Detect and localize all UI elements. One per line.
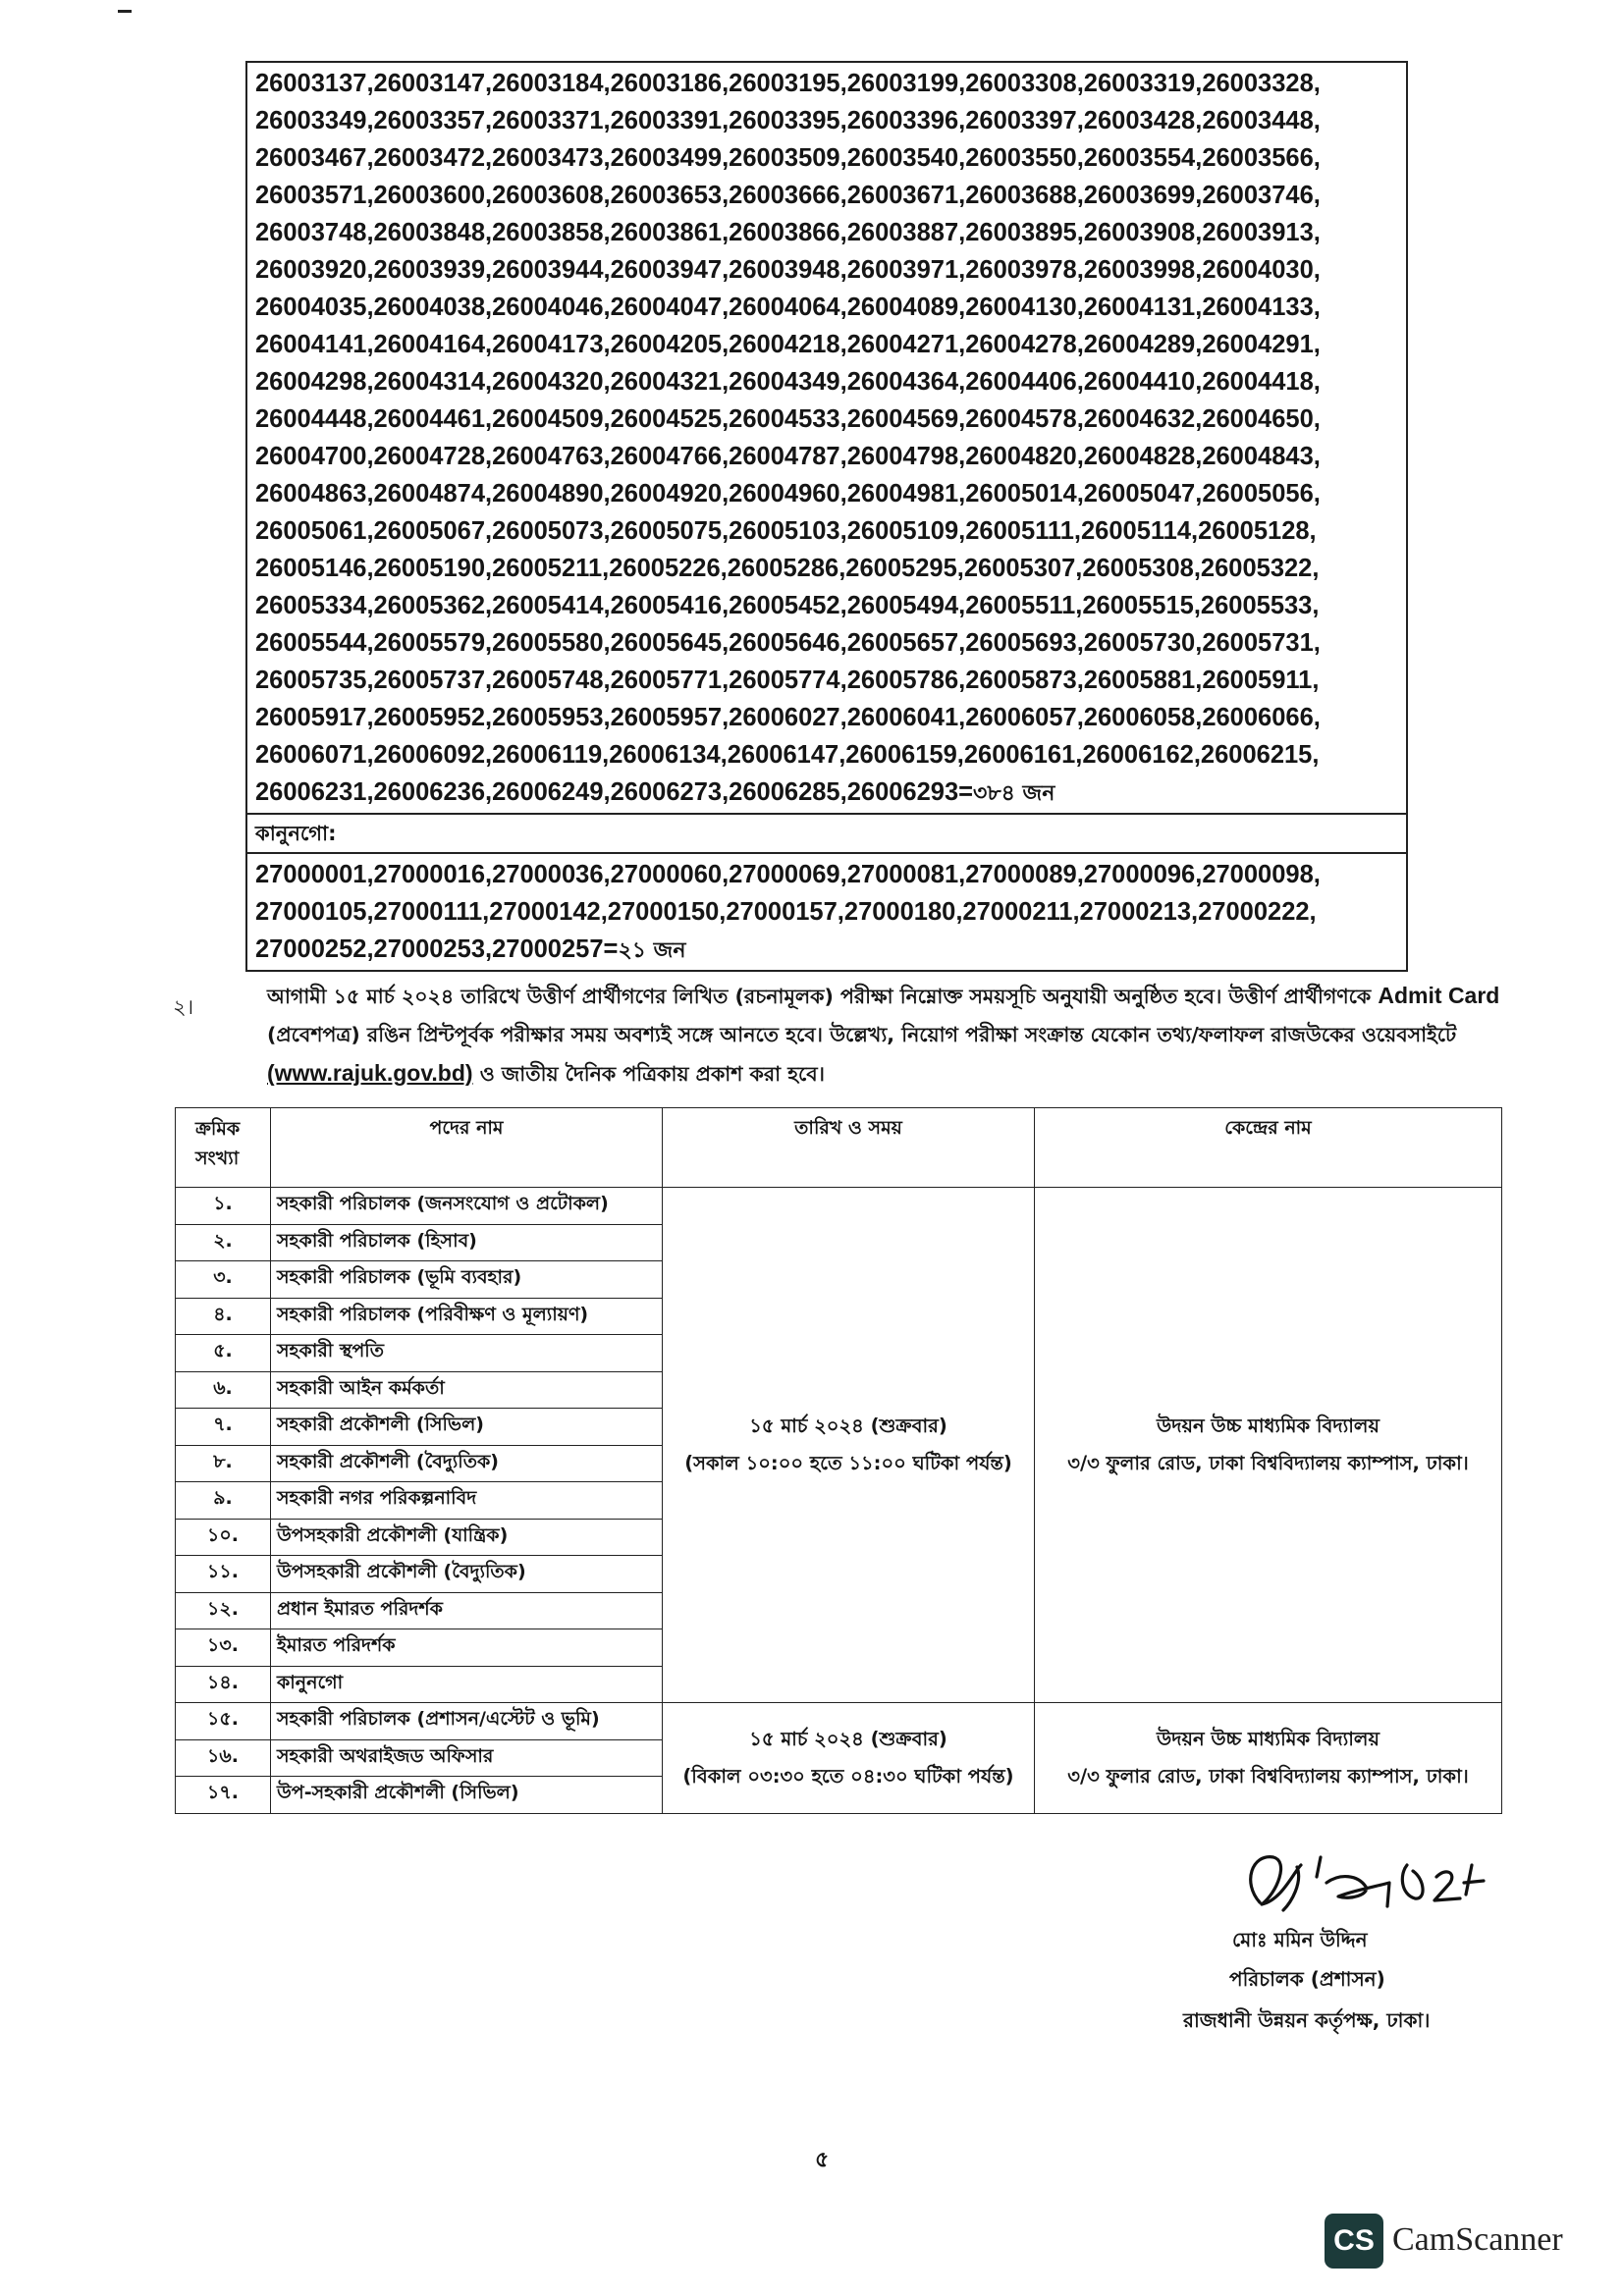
roll-block-2 — [247, 854, 1406, 970]
serial-cell: ১৪. — [176, 1666, 271, 1703]
table-row — [176, 1703, 1502, 1740]
paragraph-line-2: (প্রবেশপত্র) রঙিন প্রিন্টপূর্বক পরীক্ষার সময় অবশ্যই সঙ্গে আনতে হবে। উল্লেখ্য, নিয়োগ পরীক্ষা সংক্রান্ত যেকোন তথ্য/ফলাফল রাজউকের ওয়েবসাইটে — [267, 1023, 1457, 1046]
roll-block-1-line: 26003920,26003939,26003944,26003947,26003948,26003971,26003978,26003998,26004030, — [255, 256, 1321, 284]
post-name-cell: সহকারী পরিচালক (ভূমি ব্যবহার) — [271, 1261, 663, 1299]
date-time-cell-group1 — [663, 1188, 1035, 1703]
post-name-cell: সহকারী অথরাইজড অফিসার — [271, 1739, 663, 1777]
serial-cell: ১৫. — [176, 1703, 271, 1740]
roll-block-1-line: 26003467,26003472,26003473,26003499,26003509,26003540,26003550,26003554,26003566, — [255, 144, 1321, 172]
paragraph-line-1-text: আগামী ১৫ মার্চ ২০২৪ তারিখে উত্তীর্ণ প্রার্থীগণের লিখিত (রচনামূলক) পরীক্ষা নিম্নোক্ত সময়সূচি অনুযায়ী অনুষ্ঠিত হবে। উত্তীর্ণ প্রার্থীগণকে — [267, 985, 1372, 1008]
schedule-body — [176, 1188, 1502, 1814]
serial-cell: ৫. — [176, 1335, 271, 1372]
serial-cell: ১৩. — [176, 1629, 271, 1667]
post-name-cell: সহকারী পরিচালক (পরিবীক্ষণ ও মূল্যায়ণ) — [271, 1298, 663, 1335]
exam-schedule-table — [175, 1107, 1502, 1814]
center-name: উদয়ন উচ্চ মাধ্যমিক বিদ্যালয় — [1157, 1415, 1380, 1437]
post-name-cell: সহকারী পরিচালক (প্রশাসন/এস্টেট ও ভূমি) — [271, 1703, 663, 1740]
roll-block-1-line: 26005146,26005190,26005211,26005226,26005286,26005295,26005307,26005308,26005322, — [255, 555, 1320, 582]
post-name-cell: প্রধান ইমারত পরিদর্শক — [271, 1592, 663, 1629]
post-name-cell: সহকারী প্রকৌশলী (সিভিল) — [271, 1409, 663, 1446]
header-date-time: তারিখ ও সময় — [663, 1108, 1035, 1188]
signatory-organization: রাজধানী উন্নয়ন কর্তৃপক্ষ, ঢাকা। — [1183, 2008, 1431, 2032]
exam-time: (সকাল ১০:০০ হতে ১১:০০ ঘটিকা পর্যন্ত) — [684, 1452, 1012, 1474]
center-cell-group1 — [1035, 1188, 1502, 1703]
roll-block-1-line: 26003349,26003357,26003371,26003391,26003395,26003396,26003397,26003428,26003448, — [255, 107, 1321, 134]
post-name-cell: কানুনগো — [271, 1666, 663, 1703]
roll-block-1-line: 26003137,26003147,26003184,26003186,26003195,26003199,26003308,26003319,26003328, — [255, 70, 1321, 97]
post-name-cell: উপসহকারী প্রকৌশলী (বৈদ্যুতিক) — [271, 1556, 663, 1593]
roll-block-1-line: 26003571,26003600,26003608,26003653,26003666,26003671,26003688,26003699,26003746, — [255, 182, 1321, 209]
date-time-cell-group2 — [663, 1703, 1035, 1814]
serial-cell: ২. — [176, 1224, 271, 1261]
post-name-cell: উপ-সহকারী প্রকৌশলী (সিভিল) — [271, 1777, 663, 1814]
roll-block-2-last-line — [255, 931, 1398, 970]
serial-cell: ৭. — [176, 1409, 271, 1446]
post-name-cell: সহকারী নগর পরিকল্পনাবিদ — [271, 1482, 663, 1520]
paragraph-line-3-text: ও জাতীয় দৈনিক পত্রিকায় প্রকাশ করা হবে। — [479, 1062, 825, 1086]
serial-cell: ১. — [176, 1188, 271, 1225]
header-post: পদের নাম — [271, 1108, 663, 1188]
serial-cell: ৯. — [176, 1482, 271, 1520]
serial-cell: ১৭. — [176, 1777, 271, 1814]
serial-cell: ৩. — [176, 1261, 271, 1299]
page-number: ৫ — [815, 2148, 830, 2172]
top-corner-mark — [118, 0, 132, 13]
post-name-cell: সহকারী স্থপতি — [271, 1335, 663, 1372]
header-serial-line2: সংখ্যা — [195, 1148, 240, 1169]
roll-block-2-total: ২১ জন — [618, 938, 686, 963]
table-row — [176, 1188, 1502, 1225]
roll-block-2-line: 27000001,27000016,27000036,27000060,27000069,27000081,27000089,27000096,27000098, — [255, 861, 1321, 888]
center-address: ৩/৩ ফুলার রোড, ঢাকা বিশ্ববিদ্যালয় ক্যাম্পাস, ঢাকা। — [1067, 1764, 1469, 1788]
camscanner-watermark: CamScanner — [1392, 2221, 1563, 2258]
header-center: কেন্দ্রের নাম — [1035, 1108, 1502, 1188]
section-heading-kanungo: কানুনগো: — [247, 813, 1406, 854]
serial-cell: ৪. — [176, 1298, 271, 1335]
exam-date: ১৫ মার্চ ২০২৪ (শুক্রবার) — [749, 1727, 947, 1750]
roll-block-1-line: 26005735,26005737,26005748,26005771,26005774,26005786,26005873,26005881,26005911, — [255, 667, 1320, 694]
exam-notice-paragraph — [267, 977, 1500, 1094]
paragraph-number: ২। — [173, 995, 194, 1019]
header-serial-line1: ক্রমিক — [195, 1118, 241, 1140]
roll-block-1-line: 26006071,26006092,26006119,26006134,26006147,26006159,26006161,26006162,26006215, — [255, 741, 1320, 769]
exam-date: ১৫ মার্চ ২০২৪ (শুক্রবার) — [749, 1415, 947, 1437]
roll-number-table — [245, 61, 1408, 972]
roll-block-1-line: 26005061,26005067,26005073,26005075,26005103,26005109,26005111,26005114,26005128, — [255, 517, 1317, 545]
post-name-cell: সহকারী পরিচালক (হিসাব) — [271, 1224, 663, 1261]
serial-cell: ১১. — [176, 1556, 271, 1593]
roll-block-1-line: 26003748,26003848,26003858,26003861,26003866,26003887,26003895,26003908,26003913, — [255, 219, 1321, 246]
roll-block-1-line: 26004700,26004728,26004763,26004766,26004787,26004798,26004820,26004828,26004843, — [255, 443, 1321, 470]
roll-block-1-line: 26004141,26004164,26004173,26004205,26004218,26004271,26004278,26004289,26004291, — [255, 331, 1321, 358]
roll-block-2-line: 27000105,27000111,27000142,27000150,27000157,27000180,27000211,27000213,27000222, — [255, 898, 1317, 926]
signatory-title: পরিচালক (প্রশাসন) — [1229, 1967, 1385, 1991]
header-serial — [176, 1108, 271, 1188]
roll-block-1-last-line — [255, 774, 1398, 813]
serial-cell: ৬. — [176, 1371, 271, 1409]
roll-block-1-line: 26004035,26004038,26004046,26004047,26004064,26004089,26004130,26004131,26004133, — [255, 294, 1321, 321]
signature-icon — [1232, 1843, 1488, 1932]
center-cell-group2 — [1035, 1703, 1502, 1814]
post-name-cell: ইমারত পরিদর্শক — [271, 1629, 663, 1667]
paragraph-line-1 — [267, 977, 1500, 1016]
post-name-cell: সহকারী পরিচালক (জনসংযোগ ও প্রটোকল) — [271, 1188, 663, 1225]
roll-block-1-line: 26004863,26004874,26004890,26004920,26004960,26004981,26005014,26005047,26005056, — [255, 480, 1321, 507]
roll-block-1-total: ৩৮৪ জন — [973, 781, 1055, 806]
schedule-header-row — [176, 1108, 1502, 1188]
roll-block-1-line: 26005334,26005362,26005414,26005416,26005452,26005494,26005511,26005515,26005533, — [255, 592, 1320, 619]
serial-cell: ৮. — [176, 1445, 271, 1482]
paragraph-line-3 — [267, 1054, 1475, 1094]
admit-card-text: Admit Card — [1378, 983, 1500, 1008]
center-name: উদয়ন উচ্চ মাধ্যমিক বিদ্যালয় — [1157, 1727, 1380, 1750]
roll-block-1-last-numbers: 26006231,26006236,26006249,26006273,26006285,26006293= — [255, 778, 974, 806]
post-name-cell: সহকারী প্রকৌশলী (বৈদ্যুতিক) — [271, 1445, 663, 1482]
website-link[interactable]: (www.rajuk.gov.bd) — [267, 1060, 473, 1086]
roll-block-1-line: 26004448,26004461,26004509,26004525,26004533,26004569,26004578,26004632,26004650, — [255, 405, 1321, 433]
roll-block-1-line: 26004298,26004314,26004320,26004321,26004349,26004364,26004406,26004410,26004418, — [255, 368, 1321, 396]
roll-block-1-line: 26005544,26005579,26005580,26005645,26005646,26005657,26005693,26005730,26005731, — [255, 629, 1321, 657]
signatory-name: মোঃ মমিন উদ্দিন — [1232, 1928, 1368, 1951]
roll-block-1 — [247, 63, 1406, 813]
post-name-cell: উপসহকারী প্রকৌশলী (যান্ত্রিক) — [271, 1519, 663, 1556]
serial-cell: ১২. — [176, 1592, 271, 1629]
roll-block-1-line: 26005917,26005952,26005953,26005957,26006027,26006041,26006057,26006058,26006066, — [255, 704, 1321, 731]
exam-time: (বিকাল ০৩:৩০ হতে ০৪:৩০ ঘটিকা পর্যন্ত) — [682, 1764, 1014, 1788]
serial-cell: ১৬. — [176, 1739, 271, 1777]
roll-block-2-last-numbers: 27000252,27000253,27000257= — [255, 935, 619, 963]
post-name-cell: সহকারী আইন কর্মকর্তা — [271, 1371, 663, 1409]
camscanner-logo-icon: CS — [1325, 2214, 1383, 2269]
serial-cell: ১০. — [176, 1519, 271, 1556]
center-address: ৩/৩ ফুলার রোড, ঢাকা বিশ্ববিদ্যালয় ক্যাম্পাস, ঢাকা। — [1067, 1452, 1469, 1474]
